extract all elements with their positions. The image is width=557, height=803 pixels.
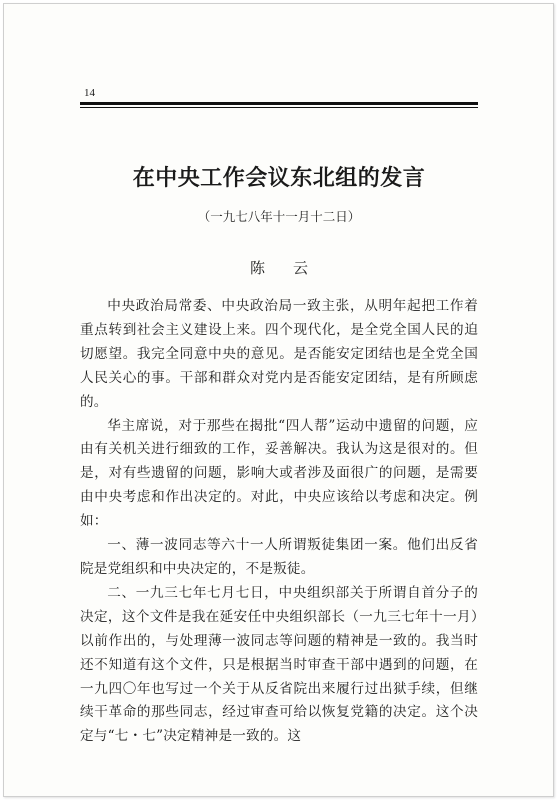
paragraph: 一、薄一波同志等六十一人所谓叛徒集团一案。他们出反省院是党组织和中央决定的，不是叛徒。: [80, 537, 478, 577]
book-page: [3, 3, 554, 797]
paragraph: 二、一九三七年七月七日，中央组织部关于所谓自首分子的决定，这个文件是我在延安任中央组织部长（一九三七年十一月）以前作出的，与处理薄一波同志等问题的精神是一致的。我当时还不知道有这个文件，只是根据当时审查干部中遇到的问题，在一九四〇年也写过一个关于从反省院出来履行过出狱手续，但继续干革命的那些同志，经过审查可给以恢复党籍的决定。这个决定与“七・七”决定精神是一致的。这: [80, 584, 478, 745]
article-title: 在中央工作会议东北组的发言: [132, 166, 426, 191]
header-rule-thin: [80, 107, 478, 108]
article-date: （一九七八年十一月十二日）: [197, 209, 361, 224]
article-body: [80, 295, 478, 749]
paragraph: 中央政治局常委、中央政治局一致主张，从明年起把工作着重点转到社会主义建设上来。四个现代化，是全党全国人民的迫切愿望。我完全同意中央的意见。是否能安定团结也是全党全国人民关心的事。干部和群众对党内是否能安定团结，是有所顾虑的。: [80, 298, 478, 410]
paragraph: 华主席说，对于那些在揭批“四人帮”运动中遗留的问题，应由有关机关进行细致的工作，妥善解决。我认为这是很对的。但是，对有些遗留的问题，影响大或者涉及面很广的问题，是需要由中央考虑和作出决定的。对此，中央应该给以考虑和决定。例如：: [80, 417, 478, 530]
article-author: 陈云: [249, 259, 336, 277]
page-number: 14: [84, 87, 95, 99]
header-rule-thick: [80, 102, 478, 105]
